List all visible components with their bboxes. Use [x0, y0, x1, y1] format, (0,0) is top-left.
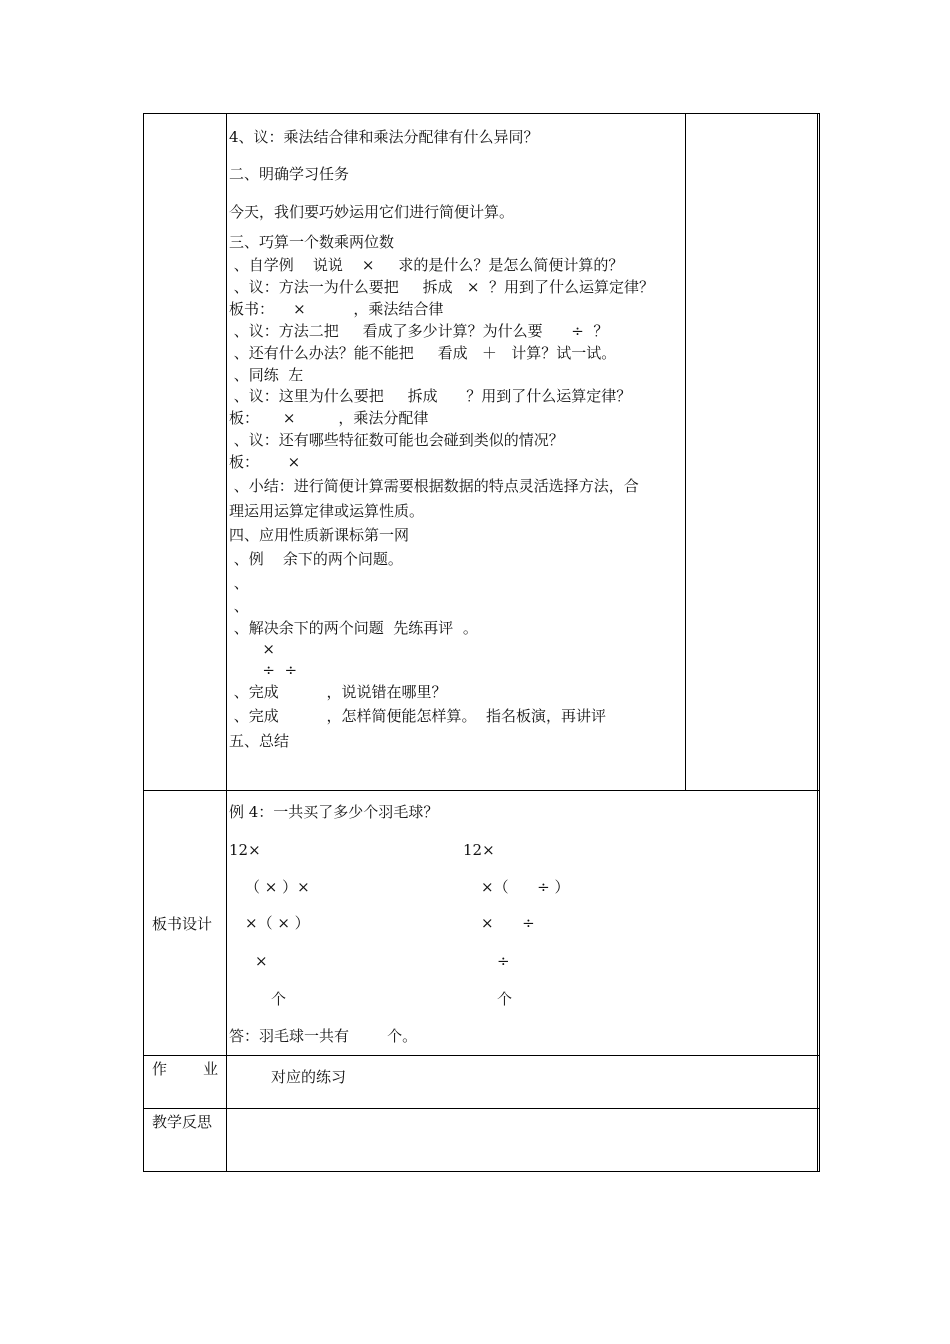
board-right-step: ×（ ÷ ） [481, 878, 570, 896]
process-line: 板： × ，乘法分配律 [229, 409, 429, 427]
board-left-step: × [255, 952, 268, 970]
process-line: 四、应用性质新课标第一网 [229, 526, 410, 544]
process-line: 、议：这里为什么要把 拆成 ？用到了什么运算定律？ [229, 387, 632, 405]
process-line: 4、议：乘法结合律和乘法分配律有什么异同？ [229, 128, 539, 146]
board-answer: 答：羽毛球一共有 个。 [229, 1027, 418, 1045]
table-right-double-line [817, 113, 818, 1172]
process-line: 板书： × ，乘法结合律 [229, 300, 444, 318]
process-line: 五、总结 [229, 732, 290, 750]
board-left-step: ×（ × ） [245, 914, 310, 932]
process-line: 、同练 左 [229, 366, 304, 384]
process-line: 、还有什么办法？能不能把 看成 ＋ 计算？试一试。 [229, 344, 617, 362]
board-design-label: 板书设计 [152, 915, 213, 933]
board-right-step: 个 [497, 990, 513, 1008]
process-line: 今天，我们要巧妙运用它们进行简便计算。 [229, 203, 515, 221]
board-right-step: × ÷ [481, 914, 535, 932]
notes-column-divider [685, 113, 686, 790]
homework-content: 对应的练习 [271, 1068, 347, 1086]
process-line: ÷ ÷ [229, 661, 298, 679]
board-left-step: 12× [229, 841, 261, 859]
process-line: 三、巧算一个数乘两位数 [229, 233, 395, 251]
row-divider-board [143, 790, 820, 791]
process-line: 、 [229, 574, 249, 592]
process-line: × [229, 640, 275, 658]
process-line: 、自学例 说说 × 求的是什么？是怎么简便计算的？ [229, 256, 624, 274]
reflection-label: 教学反思 [152, 1113, 213, 1131]
process-line: 、完成 ，怎样简便能怎样算。 指名板演，再讲评 [229, 707, 606, 725]
process-line: 、议：方法二把 看成了多少计算？为什么要 ÷ ？ [229, 322, 609, 340]
process-line: 、议：还有哪些特征数可能也会碰到类似的情况？ [229, 431, 564, 449]
process-line: 、解决余下的两个问题 先练再评 。 [229, 619, 478, 637]
process-line: 、 [229, 597, 249, 615]
board-left-step: 个 [271, 990, 287, 1008]
process-line: 、例 余下的两个问题。 [229, 550, 403, 568]
homework-label-part: 作 [152, 1060, 168, 1078]
board-left-step: （ × ）× [245, 878, 310, 896]
row-divider-reflection [143, 1108, 820, 1109]
board-title: 例 4：一共买了多少个羽毛球？ [229, 803, 439, 821]
process-line: 、小结：进行简便计算需要根据数据的特点灵活选择方法，合 [229, 477, 639, 495]
row-divider-homework [143, 1055, 820, 1056]
process-line: 板： × [229, 453, 301, 471]
process-line: 、议：方法一为什么要把 拆成 × ？用到了什么运算定律？ [229, 278, 655, 296]
process-line: 二、明确学习任务 [229, 165, 350, 183]
homework-label-part: 业 [203, 1060, 219, 1078]
process-line: 理运用运算定律或运算性质。 [229, 502, 425, 520]
process-line: 、完成 ，说说错在哪里？ [229, 683, 447, 701]
label-column-divider [226, 113, 227, 1172]
board-right-step: ÷ [497, 952, 510, 970]
board-right-step: 12× [463, 841, 495, 859]
